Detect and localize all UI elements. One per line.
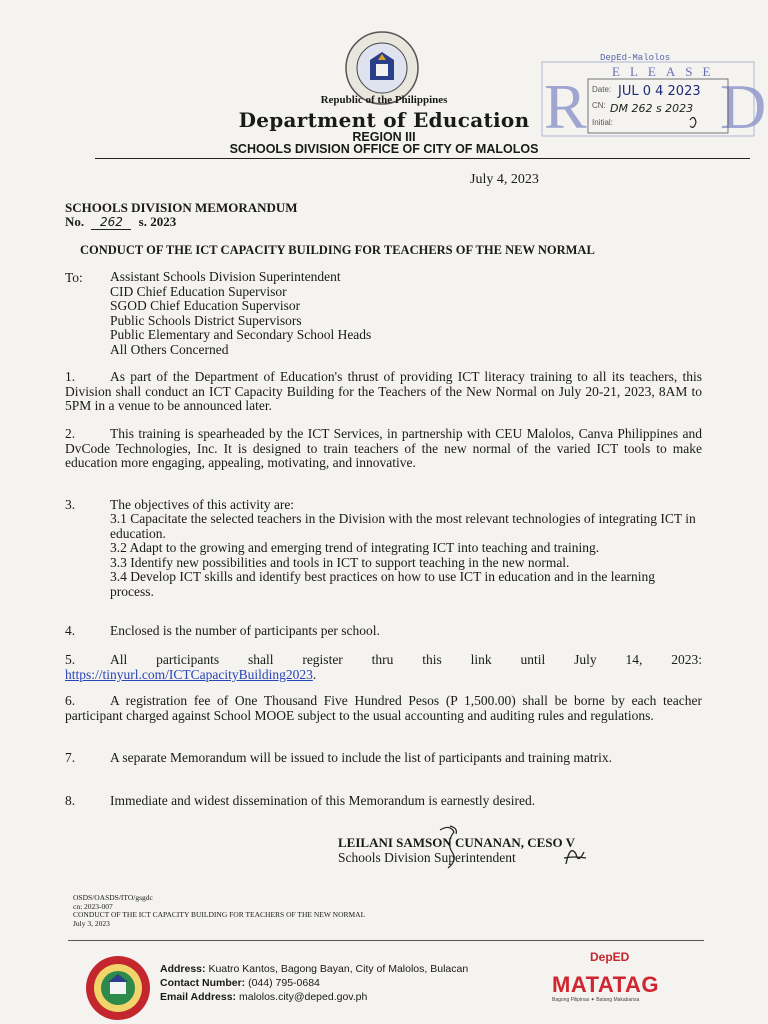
stamp-date-label: Date:	[592, 85, 612, 94]
paragraph-number: 8.	[65, 793, 76, 808]
email-label: Email Address:	[160, 991, 237, 1003]
stamp-org: DepEd-Malolos	[600, 53, 671, 63]
reference-cn: cn: 2023-007	[73, 901, 113, 911]
paragraph-7	[65, 751, 702, 766]
initial-mark	[560, 838, 590, 868]
header-divider	[95, 158, 750, 159]
paragraph-6	[65, 694, 702, 723]
objectives-list	[110, 512, 702, 599]
stamp-cn-value: DM 262 s 2023	[610, 102, 694, 115]
paragraph-5	[65, 653, 702, 668]
recipient-item: All Others Concerned	[110, 341, 229, 357]
address-value: Kuatro Kantos, Bagong Bayan, City of Malolos, Bulacan	[208, 963, 469, 975]
sdo-malolos-logo	[84, 954, 152, 1022]
paragraph-text: Immediate and widest dissemination of this Memorandum is earnestly desired.	[110, 793, 536, 808]
paragraph-4	[65, 624, 702, 639]
memo-number: 262	[91, 215, 131, 230]
paragraph-text: Enclosed is the number of participants per school.	[110, 623, 380, 638]
stamp-initial-label: Initial:	[592, 118, 613, 127]
footer-divider	[68, 940, 704, 941]
reference-code: OSDS/OASDS/ITO/gsgdc	[73, 893, 153, 902]
memo-number-line	[65, 214, 176, 230]
signatory-name: LEILANI SAMSON CUNANAN, CESO V	[338, 835, 576, 850]
memo-subject: CONDUCT OF THE ICT CAPACITY BUILDING FOR TEACHERS OF THE NEW NORMAL	[80, 243, 595, 257]
paragraph-text: All participants shall register thru this link until July 14, 2023:	[110, 652, 702, 667]
address-label: Address:	[160, 963, 206, 975]
stamp-cn-label: CN:	[592, 101, 606, 110]
paragraph-number: 5.	[65, 652, 76, 667]
footer-contact	[160, 962, 468, 1004]
recipient-list	[110, 270, 371, 357]
matatag-logo: MATATAG	[552, 972, 659, 997]
memo-no-label: No.	[65, 214, 85, 229]
memo-date: July 4, 2023	[470, 172, 539, 187]
matatag-tagline: Bagong Pilipinas ✦ Batang Makabansa	[552, 997, 640, 1003]
paragraph-5-link-line: https://tinyurl.com/ICTCapacityBuilding2023.	[65, 667, 317, 682]
paragraph-number: 3.	[65, 497, 76, 512]
recipient-item: CID Chief Education Supervisor	[110, 283, 287, 299]
reference-block	[73, 894, 365, 928]
paragraph-text: As part of the Department of Education's thrust of providing ICT literacy training to all its teachers, this Division shall conduct an ICT Capacity Building for the Teachers of the New Normal on July 20-21, 2023, 8AM to 5PM in a venue to be announced later.	[65, 369, 702, 413]
paragraph-number: 4.	[65, 623, 76, 638]
paragraph-8	[65, 794, 702, 809]
to-label: To:	[65, 270, 83, 285]
paragraph-text: This training is spearheaded by the ICT Services, in partnership with CEU Malolos, Canva Philippines and DvCode Technologies, Inc. It is designed to train teachers of the new normal of the varied ICT tools to make education more engaging, appealing, motivating, and innovative.	[65, 426, 702, 470]
paragraph-text: The objectives of this activity are:	[110, 497, 295, 512]
reference-subject: CONDUCT OF THE ICT CAPACITY BUILDING FOR TEACHERS OF THE NEW NORMAL	[73, 910, 366, 919]
paragraph-number: 1.	[65, 369, 76, 384]
contact-label: Contact Number:	[160, 977, 246, 989]
registration-link[interactable]: https://tinyurl.com/ICTCapacityBuilding2023	[65, 667, 313, 682]
svg-text:ELEASE: ELEASE	[612, 64, 721, 79]
objective-item: 3.1 Capacitate the selected teachers in the Division with the most relevant technologies of integrating ICT in education.	[110, 511, 696, 541]
recipient-item: Assistant Schools Division Superintendent	[110, 269, 341, 284]
released-stamp	[540, 46, 767, 142]
stamp-date-value: JUL 0 4 2023	[618, 84, 701, 99]
paragraph-text: A separate Memorandum will be issued to include the list of participants and training matrix.	[110, 750, 613, 765]
email-value: malolos.city@deped.gov.ph	[238, 991, 368, 1003]
paragraph-number: 6.	[65, 693, 76, 708]
office-heading: SCHOOLS DIVISION OFFICE OF CITY OF MALOLOS	[229, 142, 539, 156]
objective-item: 3.4 Develop ICT skills and identify best practices on how to use ICT in education and in the learning process.	[110, 569, 656, 599]
svg-text:R: R	[544, 71, 587, 142]
memo-series: s. 2023	[138, 214, 177, 229]
contact-value: (044) 795-0684	[248, 977, 320, 989]
reference-date: July 3, 2023	[73, 918, 110, 928]
recipient-item: Public Schools District Supervisors	[110, 312, 302, 328]
region-heading: REGION III	[352, 130, 416, 144]
paragraph-number: 7.	[65, 750, 76, 765]
deped-logo-text: DepED	[590, 950, 630, 964]
objective-item: 3.3 Identify new possibilities and tools in ICT to support teaching in the new normal.	[110, 554, 570, 570]
department-heading: Department of Education	[238, 108, 530, 132]
svg-text:D: D	[720, 71, 767, 142]
paragraph-text: A registration fee of One Thousand Five Hundred Pesos (P 1,500.00) shall be borne by each teacher participant charged against School MOOE subject to the usual accounting and auditing rules and regulations.	[65, 693, 702, 723]
recipient-item: SGOD Chief Education Supervisor	[110, 298, 301, 313]
paragraph-2	[65, 427, 702, 471]
memo-title: SCHOOLS DIVISION MEMORANDUM	[65, 200, 298, 215]
paragraph-1	[65, 370, 702, 414]
recipient-item: Public Elementary and Secondary School Heads	[110, 327, 372, 342]
objective-item: 3.2 Adapt to the growing and emerging trend of integrating ICT into teaching and training.	[110, 540, 600, 555]
republic-heading: Republic of the Philippines	[320, 94, 448, 106]
signatory-title: Schools Division Superintendent	[338, 850, 516, 865]
paragraph-number: 2.	[65, 426, 76, 441]
